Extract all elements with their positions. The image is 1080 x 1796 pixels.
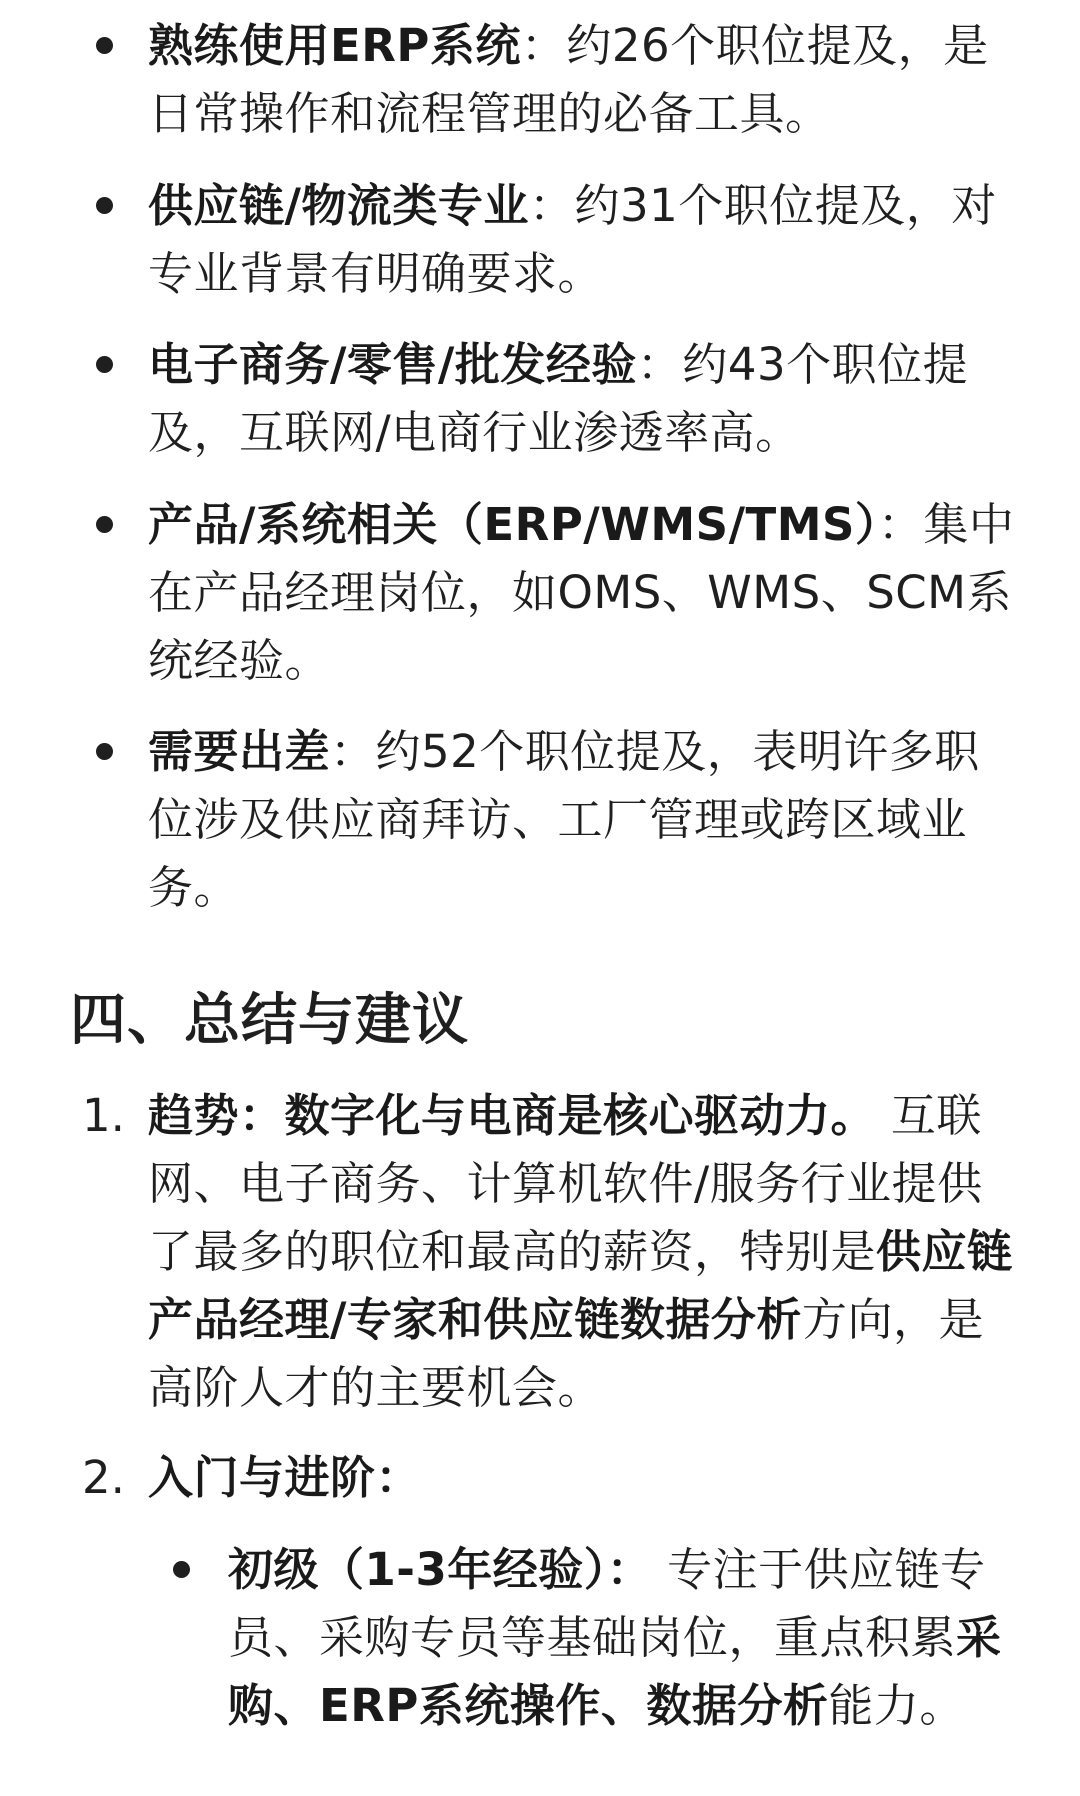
bullet-text: ：约43个职位提及，互联网/电商行业渗透率高。	[148, 338, 969, 459]
bullet-text: ：约26个职位提及，是日常操作和流程管理的必备工具。	[148, 19, 989, 140]
sub-bullet-item	[228, 1536, 1018, 1740]
numbered-text-tail: 方向，是高阶人才的主要机会。	[148, 1293, 984, 1414]
bullet-bold: 供应链/物流类专业	[148, 179, 529, 232]
bullet-item	[148, 12, 1018, 148]
bullet-text: ：集中在产品经理岗位，如OMS、WMS、SCM系统经验。	[148, 498, 1015, 687]
bullet-dot	[96, 197, 113, 214]
bullet-bold: 需要出差	[148, 725, 331, 778]
bullet-bold: 产品/系统相关（ERP/WMS/TMS）	[148, 498, 878, 551]
bullet-bold: 电子商务/零售/批发经验	[148, 338, 637, 391]
numbered-item	[148, 1082, 1018, 1422]
bullet-dot	[96, 743, 113, 760]
numbered-bold-lead: 入门与进阶：	[148, 1451, 422, 1504]
sub-bullet-bold: 初级（1-3年经验）：	[228, 1543, 653, 1596]
numbered-bold-tail: 供应链产品经理/专家和供应链数据分析	[148, 1225, 1013, 1346]
bullet-text: ：约52个职位提及，表明许多职位涉及供应商拜访、工厂管理或跨区域业务。	[148, 725, 980, 914]
bullet-item	[148, 172, 1018, 308]
bullet-bold: 熟练使用ERP系统	[148, 19, 521, 72]
bullet-item	[148, 491, 1018, 695]
bullet-dot	[96, 356, 113, 373]
sub-bullet-bold-tail: 采购、ERP系统操作、数据分析	[228, 1611, 1002, 1732]
bullet-item	[148, 718, 1018, 922]
numbered-bold-lead: 趋势：数字化与电商是核心驱动力。	[148, 1089, 877, 1142]
bullet-text: ：约31个职位提及，对专业背景有明确要求。	[148, 179, 997, 300]
bullet-item	[148, 331, 1018, 467]
bullet-dot	[96, 37, 113, 54]
bullet-dot	[96, 516, 113, 533]
numbered-item	[148, 1444, 1018, 1512]
sub-bullet-text-tail: 能力。	[828, 1679, 965, 1732]
sub-bullet-dot	[173, 1561, 190, 1578]
numbered-text: 互联网、电子商务、计算机软件/服务行业提供了最多的职位和最高的薪资，特别是	[148, 1089, 983, 1278]
list-number: 2.	[82, 1451, 125, 1504]
list-number: 1.	[82, 1089, 125, 1142]
section-heading: 四、总结与建议	[70, 988, 469, 1053]
sub-bullet-text: 专注于供应链专员、采购专员等基础岗位，重点积累	[228, 1543, 986, 1664]
